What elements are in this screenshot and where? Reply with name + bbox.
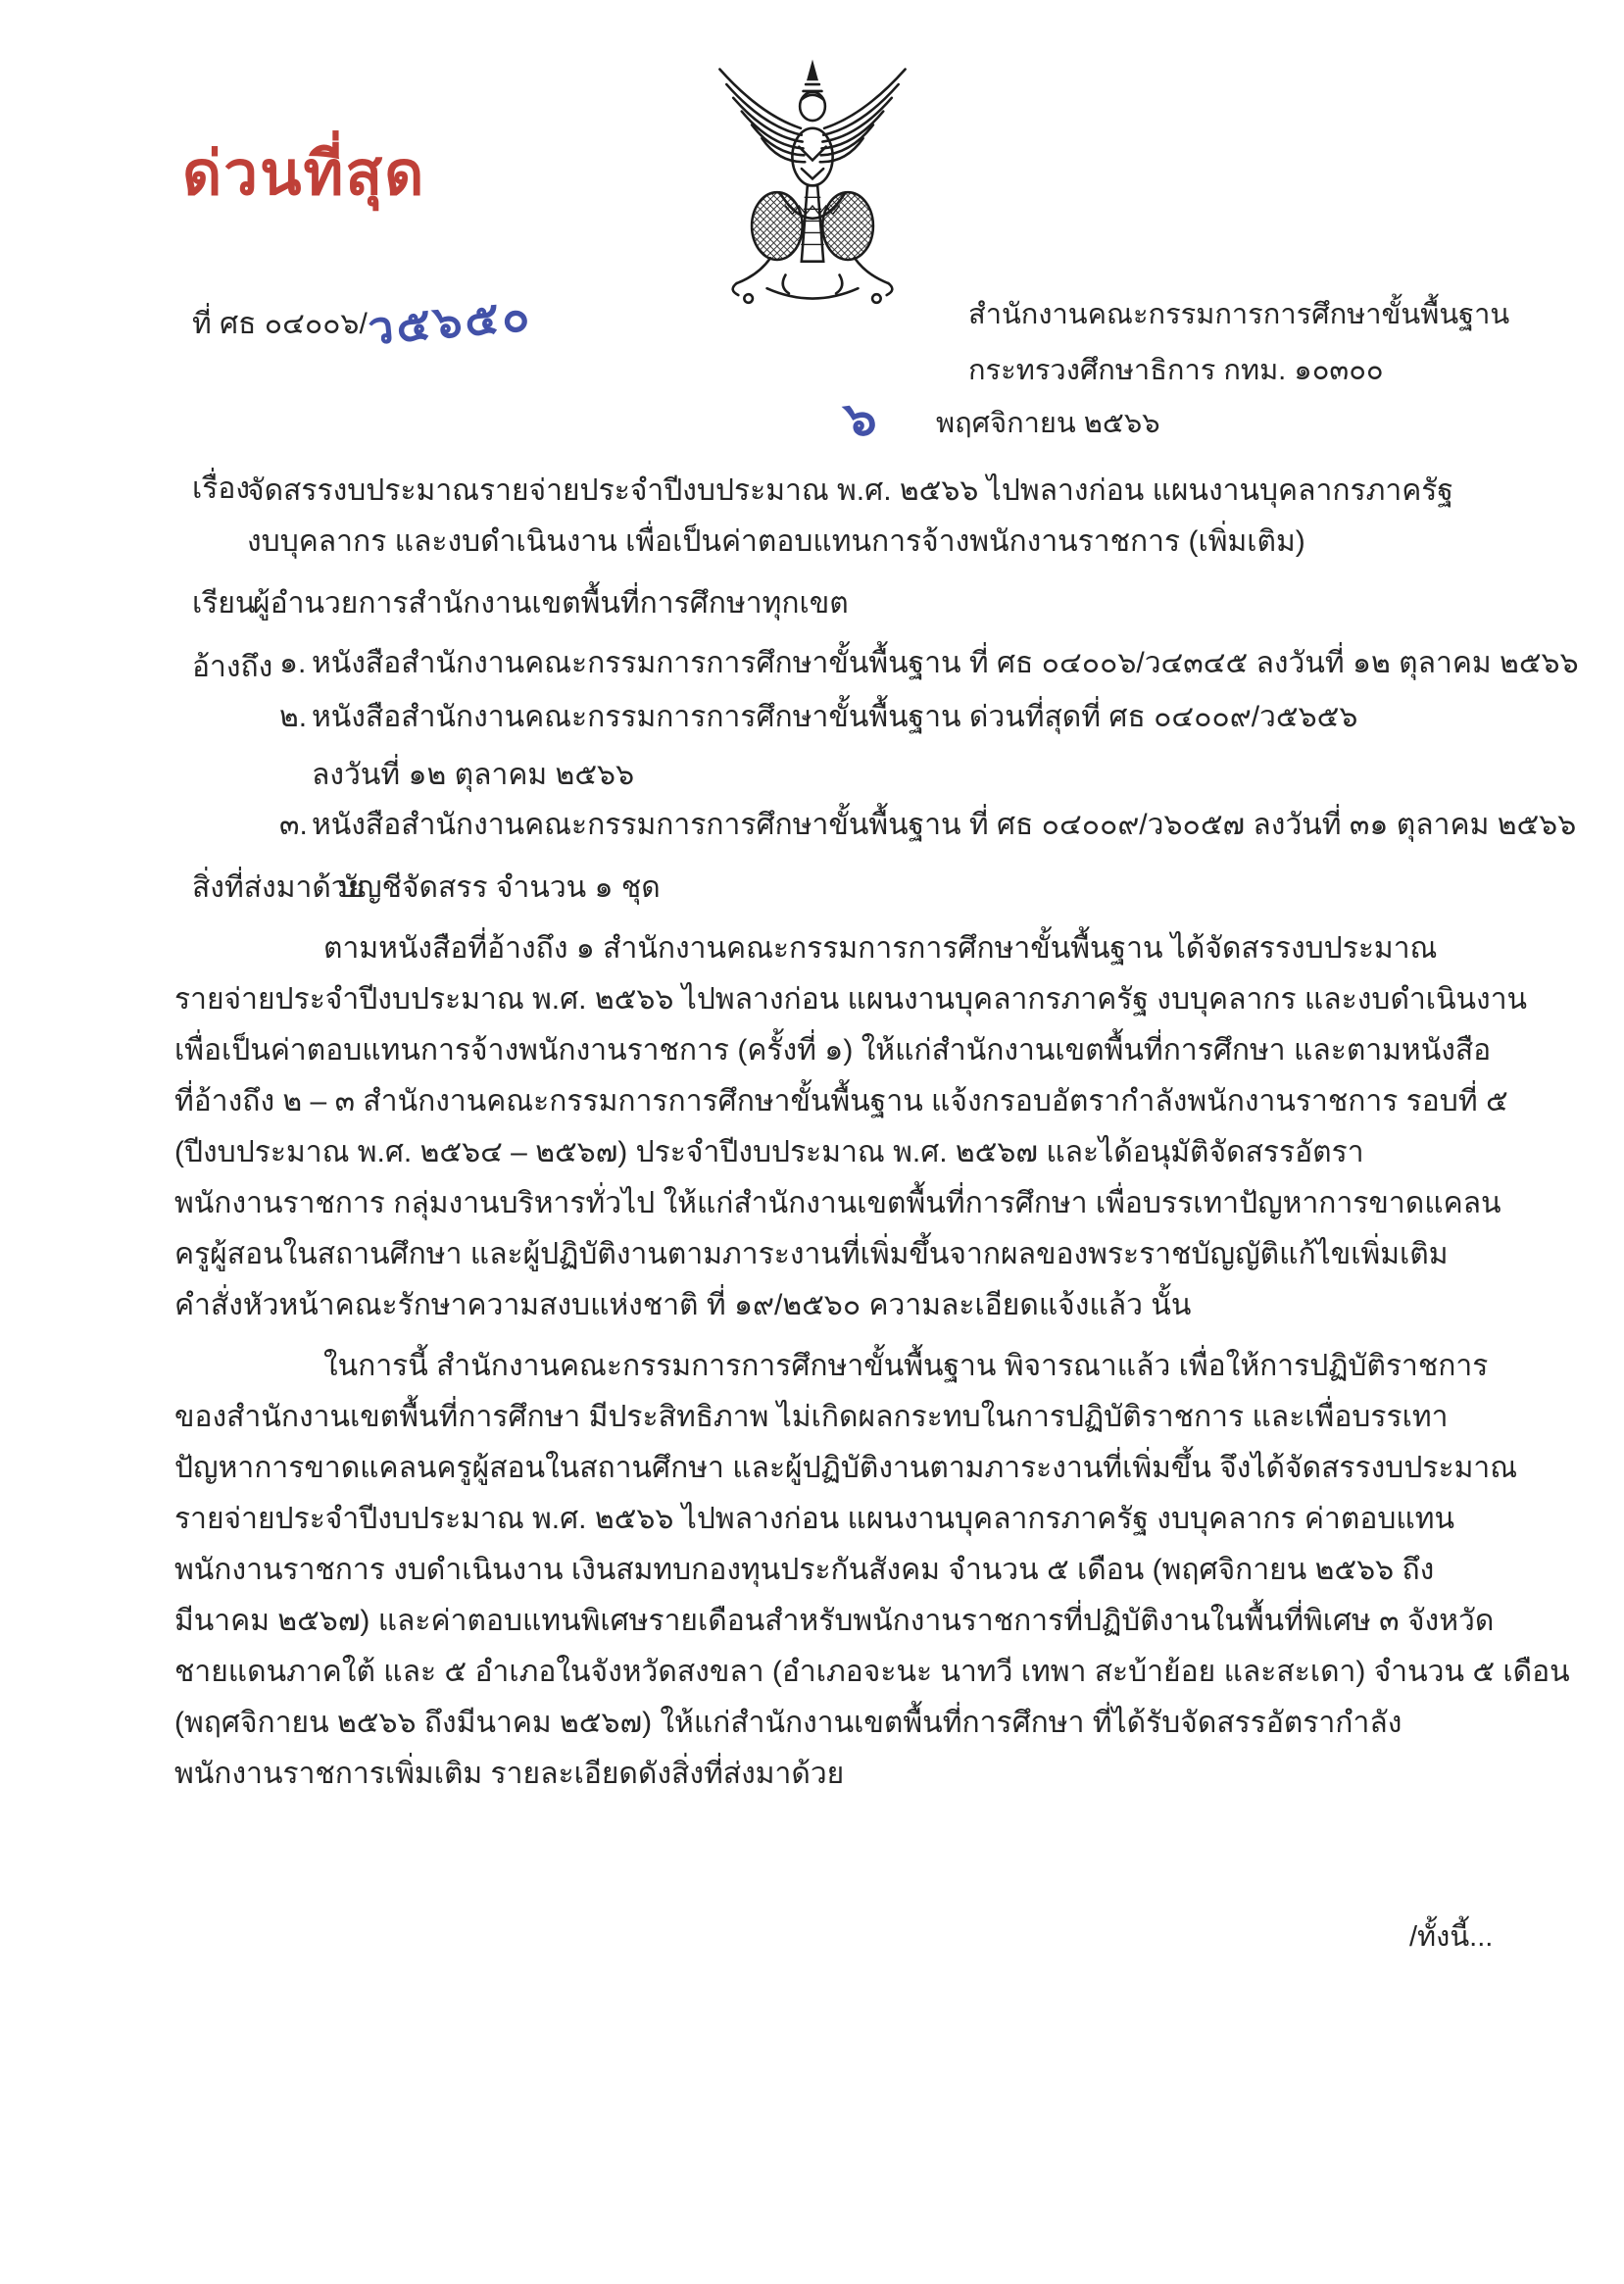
reference-item	[279, 806, 1576, 845]
paragraph-line: ปัญหาการขาดแคลนครูผู้สอนในสถานศึกษา และผู้ปฏิบัติงานตามภาระงานที่เพิ่มขึ้น จึงได้จัดสรรงบประมาณ	[174, 1452, 1518, 1484]
paragraph-line: ชายแดนภาคใต้ และ ๕ อำเภอในจังหวัดสงขลา (อำเภอจะนะ นาทวี เทพา สะบ้าย้อย และสะเดา) จำนวน ๕ เดือน	[174, 1656, 1570, 1688]
paragraph-line: ในการนี้ สำนักงานคณะกรรมการการศึกษาขั้นพื้นฐาน พิจารณาแล้ว เพื่อให้การปฏิบัติราชการ	[323, 1350, 1489, 1382]
agency-address	[968, 287, 1509, 399]
urgency-stamp: ด่วนที่สุด	[182, 140, 426, 208]
paragraph-line: (พฤศจิกายน ๒๕๖๖ ถึงมีนาคม ๒๕๖๗) ให้แก่สำนักงานเขตพื้นที่การศึกษา ที่ได้รับจัดสรรอัตรากำลัง	[174, 1707, 1403, 1739]
garuda-emblem-icon	[686, 51, 939, 328]
reference-item	[279, 644, 1579, 683]
to-section	[0, 580, 1624, 629]
references-label: อ้างถึง	[192, 651, 273, 683]
reference-text: หนังสือสำนักงานคณะกรรมการการศึกษาขั้นพื้นฐาน ที่ ศธ ๐๔๐๐๖/ว๔๓๔๕ ลงวันที่ ๑๒ ตุลาคม ๒๕๖๖	[312, 647, 1579, 679]
paragraph-line: พนักงานราชการเพิ่มเติม รายละเอียดดังสิ่งที่ส่งมาด้วย	[174, 1758, 845, 1790]
reference-number: ๒.	[279, 701, 308, 733]
body-paragraph-1	[174, 923, 1528, 1331]
doc-number-handwritten: ว๕๖๕๐	[366, 288, 534, 355]
doc-number	[192, 282, 532, 354]
paragraph-line: เพื่อเป็นค่าตอบแทนการจ้างพนักงานราชการ (ครั้งที่ ๑) ให้แก่สำนักงานเขตพื้นที่การศึกษา และตามหนังสือ	[174, 1034, 1492, 1067]
paragraph-line: คำสั่งหัวหน้าคณะรักษาความสงบแห่งชาติ ที่ ๑๙/๒๕๖๐ ความละเอียดแจ้งแล้ว นั้น	[174, 1289, 1192, 1321]
paragraph-line: (ปีงบประมาณ พ.ศ. ๒๕๖๔ – ๒๕๖๗) ประจำปีงบประมาณ พ.ศ. ๒๕๖๗ และได้อนุมัติจัดสรรอัตรา	[174, 1136, 1364, 1168]
date-handwritten-day: ๖	[841, 389, 880, 448]
subject-section	[0, 466, 1624, 573]
agency-line-1: สำนักงานคณะกรรมการการศึกษาขั้นพื้นฐาน	[968, 299, 1510, 330]
body-paragraph-2	[174, 1341, 1570, 1800]
paragraph-line: พนักงานราชการ กลุ่มงานบริหารทั่วไป ให้แก่สำนักงานเขตพื้นที่การศึกษา เพื่อบรรเทาปัญหาการขาดแคลน	[174, 1187, 1501, 1219]
paragraph-line: ครูผู้สอนในสถานศึกษา และผู้ปฏิบัติงานตามภาระงานที่เพิ่มขึ้นจากผลของพระราชบัญญัติแก้ไขเพิ่มเติม	[174, 1238, 1449, 1270]
enclosure-label: สิ่งที่ส่งมาด้วย	[192, 871, 366, 904]
paragraph-line: ของสำนักงานเขตพื้นที่การศึกษา มีประสิทธิภาพ ไม่เกิดผลกระทบในการปฏิบัติราชการ และเพื่อบรรเทา	[174, 1401, 1449, 1433]
date-text: พฤศจิกายน ๒๕๖๖	[936, 408, 1160, 439]
paragraph-line: ที่อ้างถึง ๒ – ๓ สำนักงานคณะกรรมการการศึกษาขั้นพื้นฐาน แจ้งกรอบอัตรากำลังพนักงานราชการ รอบที่ ๕	[174, 1085, 1508, 1117]
reference-number: ๑.	[279, 647, 307, 679]
reference-number: ๓.	[279, 809, 308, 841]
continuation-mark: /ทั้งนี้...	[1409, 1921, 1494, 1953]
paragraph-line: ตามหนังสือที่อ้างถึง ๑ สำนักงานคณะกรรมการการศึกษาขั้นพื้นฐาน ได้จัดสรรงบประมาณ	[323, 932, 1438, 965]
to-label: เรียน	[192, 587, 256, 620]
enclosure-section	[0, 865, 1624, 914]
paragraph-line: รายจ่ายประจำปีงบประมาณ พ.ศ. ๒๕๖๖ ไปพลางก่อน แผนงานบุคลากรภาครัฐ งบบุคลากร ค่าตอบแทน	[174, 1503, 1455, 1535]
doc-number-prefix: ที่ ศธ ๐๔๐๐๖/	[192, 308, 368, 340]
reference-text-continued: ลงวันที่ ๑๒ ตุลาคม ๒๕๖๖	[312, 759, 635, 791]
subject-line: งบบุคลากร และงบดำเนินงาน เพื่อเป็นค่าตอบแทนการจ้างพนักงานราชการ (เพิ่มเติม)	[247, 525, 1305, 558]
reference-item	[279, 698, 1357, 737]
reference-text: หนังสือสำนักงานคณะกรรมการการศึกษาขั้นพื้นฐาน ที่ ศธ ๐๔๐๐๙/ว๖๐๕๗ ลงวันที่ ๓๑ ตุลาคม ๒๕๖๖	[312, 809, 1577, 841]
references-section	[0, 644, 1624, 869]
to-text: ผู้อำนวยการสำนักงานเขตพื้นที่การศึกษาทุกเขต	[253, 587, 849, 620]
paragraph-line: มีนาคม ๒๕๖๗) และค่าตอบแทนพิเศษรายเดือนสำหรับพนักงานราชการที่ปฏิบัติงานในพื้นที่พิเศษ ๓ จังหวัด	[174, 1605, 1495, 1637]
enclosure-text: บัญชีจัดสรร จำนวน ๑ ชุด	[338, 871, 661, 904]
agency-line-2: กระทรวงศึกษาธิการ กทม. ๑๐๓๐๐	[968, 355, 1384, 386]
paragraph-line: รายจ่ายประจำปีงบประมาณ พ.ศ. ๒๕๖๖ ไปพลางก่อน แผนงานบุคลากรภาครัฐ งบบุคลากร และงบดำเนินงาน	[174, 983, 1528, 1016]
subject-label: เรื่อง	[192, 472, 251, 505]
subject-line: จัดสรรงบประมาณรายจ่ายประจำปีงบประมาณ พ.ศ. ๒๕๖๖ ไปพลางก่อน แผนงานบุคลากรภาครัฐ	[247, 474, 1453, 507]
reference-text: หนังสือสำนักงานคณะกรรมการการศึกษาขั้นพื้นฐาน ด่วนที่สุดที่ ศธ ๐๔๐๐๙/ว๕๖๕๖	[312, 701, 1358, 733]
paragraph-line: พนักงานราชการ งบดำเนินงาน เงินสมทบกองทุนประกันสังคม จำนวน ๕ เดือน (พฤศจิกายน ๒๕๖๖ ถึง	[174, 1554, 1435, 1586]
